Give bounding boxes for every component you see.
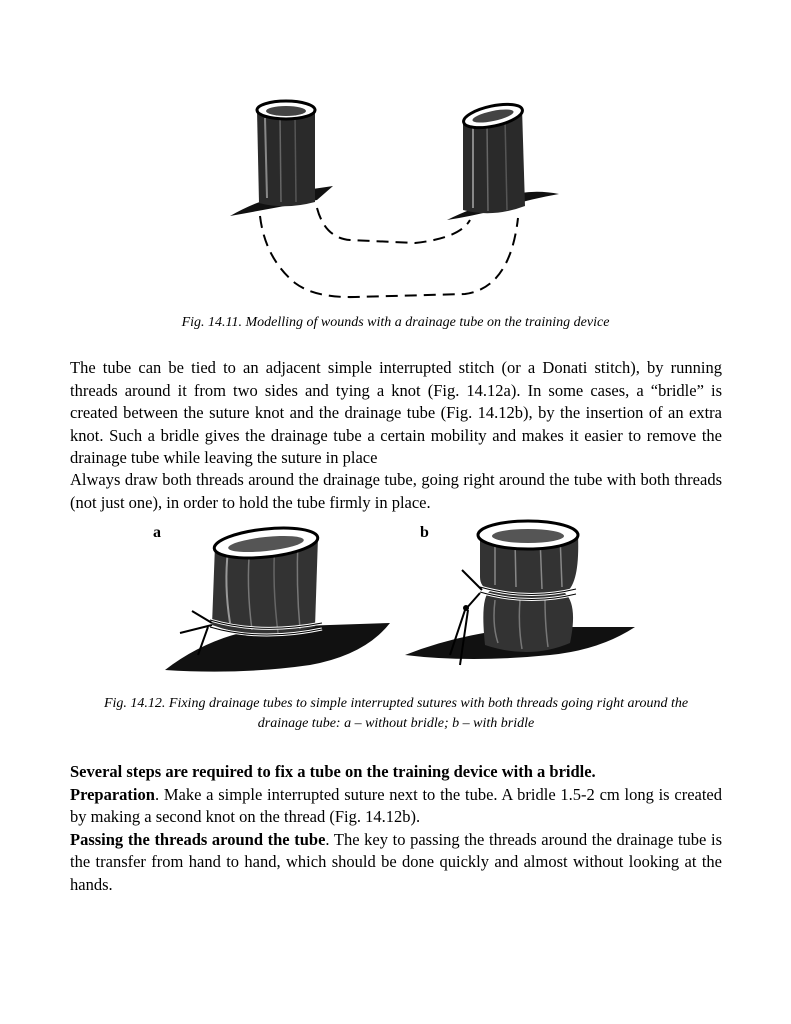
passing-threads-label: Passing the threads around the tube [70,829,326,849]
dashed-inner-path [317,208,470,243]
figure-14-12-caption [66,694,726,734]
tube-a-without-bridle [165,524,390,672]
figure-label-b: b [420,524,429,541]
paragraph-draw-threads: Always draw both threads around the drainage tube, going right around the tube with both threads (not just one), in order to hold the tube firmly in place. [70,470,722,512]
passing-threads-text: . The key to passing the threads around the drainage tube is the transfer from hand to hand, which should be done quickly and almost without looking at the hands. [70,829,722,894]
figure-14-11-illustration [225,98,565,303]
preparation-label: Preparation [70,784,155,804]
tube-b-with-bridle [405,521,635,665]
preparation-paragraph [70,784,722,829]
preparation-text: . Make a simple interrupted suture next to the tube. A bridle 1.5-2 cm long is created by making a second knot on the thread (Fig. 14.12b). [70,784,722,826]
figure-14-12-caption-line1: Fig. 14.12. Fixing drainage tubes to simple interrupted sutures with both threads going right around the [103,696,689,711]
left-tube [257,101,315,206]
paragraph-tying-tube: The tube can be tied to an adjacent simple interrupted stitch (or a Donati stitch), by running threads around it from two sides and tying a knot (Fig. 14.12a). In some cases, a “bridle” is created between the suture knot and the drainage tube (Fig. 14.12b), by the insertion of an extra knot. Such a bridle gives the drainage tube a certain mobility and makes it easier to remove the drainage tube while leaving the suture in place [70,358,722,467]
figure-14-11-caption: Fig. 14.11. Modelling of wounds with a drainage tube on the training device [181,315,610,330]
steps-section [70,761,722,896]
figure-14-12-caption-line2: drainage tube: a – without bridle; b – with bridle [257,716,535,731]
steps-heading: Several steps are required to fix a tube on the training device with a bridle. [70,762,596,781]
figure-label-a: a [153,524,161,541]
passing-threads-paragraph [70,829,722,897]
dashed-outer-path [260,216,518,297]
figure-14-12-illustration [150,515,650,690]
right-tube [462,100,525,213]
